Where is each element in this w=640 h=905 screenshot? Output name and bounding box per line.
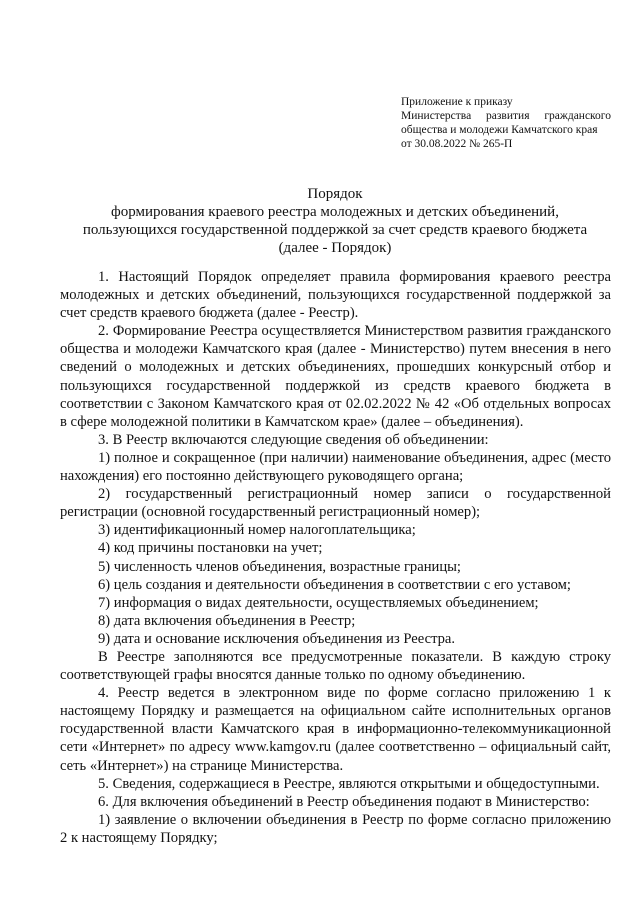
list-item: 4) код причины постановки на учет; — [98, 540, 323, 557]
appendix-line: Приложение к приказу — [401, 96, 513, 108]
appendix-line: от 30.08.2022 № 265-П — [401, 138, 513, 150]
paragraph: 2. Формирование Реестра осуществляется Министерством развития гражданского общества и молодежи Камчатского края (далее - Министерство) путем внесения в него сведений о молодежных и детских объединениях, прошедших конкурсный отбор и пользующихся государственной поддержкой из средств краевого бюджета в соответствии с Законом Камчатского края от 02.02.2022 № 42 «Об отдельных вопросах в сфере молодежной политики в Камчатском крае» (далее – объединения). — [60, 323, 611, 430]
appendix-note — [401, 95, 611, 151]
title-line: (далее - Порядок) — [278, 240, 392, 256]
title-line: формирования краевого реестра молодежных и детских объединений, — [111, 204, 559, 220]
list-item: 3) идентификационный номер налогоплательщика; — [98, 522, 416, 539]
list-item: 8) дата включения объединения в Реестр; — [98, 612, 356, 629]
list-item: 7) информация о видах деятельности, осуществляемых объединением; — [98, 594, 539, 611]
appendix-line: общества и молодежи Камчатского края — [401, 124, 598, 136]
list-item: 5) численность членов объединения, возрастные границы; — [98, 558, 461, 575]
title-line: пользующихся государственной поддержкой за счет средств краевого бюджета — [82, 222, 588, 238]
list-item: 6) цель создания и деятельности объединения в соответствии с его уставом; — [98, 576, 571, 593]
list-item: 2) государственный регистрационный номер записи о государственной регистрации (основной государственный регистрационный номер); — [60, 486, 611, 521]
paragraph: 6. Для включения объединений в Реестр объединения подают в Министерство: — [98, 793, 590, 810]
document-body — [60, 268, 611, 847]
paragraph: 1. Настоящий Порядок определяет правила формирования краевого реестра молодежных и детских объединений, пользующихся государственной поддержкой за счет средств краевого бюджета (далее - Реестр). — [60, 269, 611, 322]
title-line: Порядок — [307, 186, 363, 202]
document-title — [60, 185, 610, 257]
appendix-line: Министерства развития гражданского — [401, 110, 611, 122]
paragraph: 4. Реестр ведется в электронном виде по форме согласно приложению 1 к настоящему Порядку и размещается на официальном сайте исполнительных органов государственной власти Камчатского края в информационно-телекоммуникационной сети «Интернет» по адресу www.kamgov.ru (далее соответственно – официальный сайт, сеть «Интернет») на странице Министерства. — [60, 685, 611, 774]
paragraph: В Реестре заполняются все предусмотренные показатели. В каждую строку соответствующей графы вносятся данные только по одному объединению. — [60, 648, 611, 684]
list-item: 9) дата и основание исключения объединения из Реестра. — [98, 630, 456, 647]
paragraph: 3. В Реестр включаются следующие сведения об объединении: — [98, 431, 489, 448]
list-item: 1) заявление о включении объединения в Реестр по форме согласно приложению 2 к настоящему Порядку; — [60, 811, 611, 846]
list-item: 1) полное и сокращенное (при наличии) наименование объединения, адрес (место нахождения) его постоянно действующего руководящего органа; — [60, 449, 611, 485]
paragraph: 5. Сведения, содержащиеся в Реестре, являются открытыми и общедоступными. — [98, 775, 600, 792]
